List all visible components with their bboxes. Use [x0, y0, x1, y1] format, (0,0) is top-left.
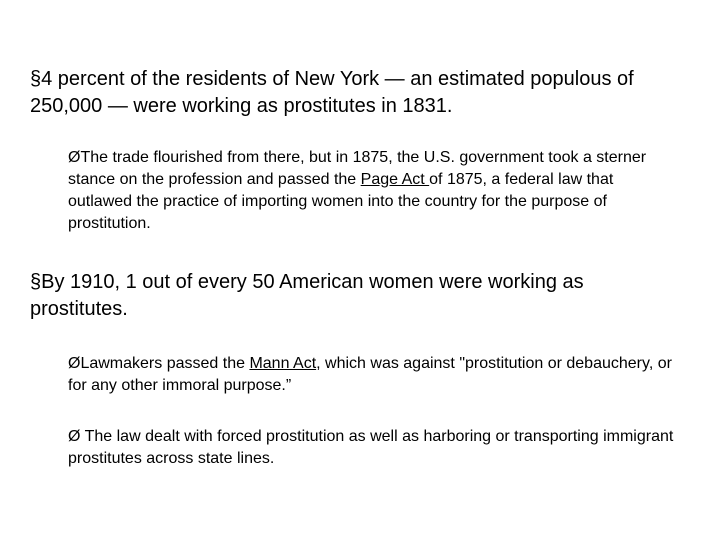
page-act-link[interactable]: Page Act: [360, 171, 430, 188]
bullet-text: 4 percent of the residents of New York — an estimated populous of 250,000 — were working as prostitutes in 1831.: [30, 68, 634, 117]
bullet-text: By 1910, 1 out of every 50 American women were working as prostitutes.: [30, 271, 584, 320]
bullet-text: The law dealt with forced prostitution as well as harboring or transporting immigrant prostitutes across state lines.: [68, 428, 674, 467]
sub-bullet-mann-act: [68, 353, 678, 397]
sub-bullet-law-scope: [68, 426, 678, 470]
bullet-new-york-1831: [30, 66, 680, 120]
arrow-bullet-icon: Ø: [68, 355, 81, 372]
square-bullet-icon: §: [30, 271, 42, 293]
mann-act-link[interactable]: Mann Act: [249, 355, 317, 372]
bullet-text-before: Lawmakers passed the: [80, 355, 250, 372]
bullet-1910-statistic: [30, 269, 680, 323]
sub-bullet-page-act: [68, 147, 678, 235]
arrow-bullet-icon: Ø: [68, 428, 85, 445]
bullet-text-after: , which was against "prostitution or debauchery, or for any other immoral purpose.”: [68, 355, 672, 394]
bullet-text-before: The trade flourished from there, but in 1875, the U.S. government took a sterner stance on the profession and passed the: [68, 149, 647, 188]
bullet-text-after: of 1875, a federal law that outlawed the practice of importing women into the country for the purpose of prostitution.: [68, 171, 614, 232]
square-bullet-icon: §: [30, 68, 42, 90]
arrow-bullet-icon: Ø: [68, 149, 81, 166]
